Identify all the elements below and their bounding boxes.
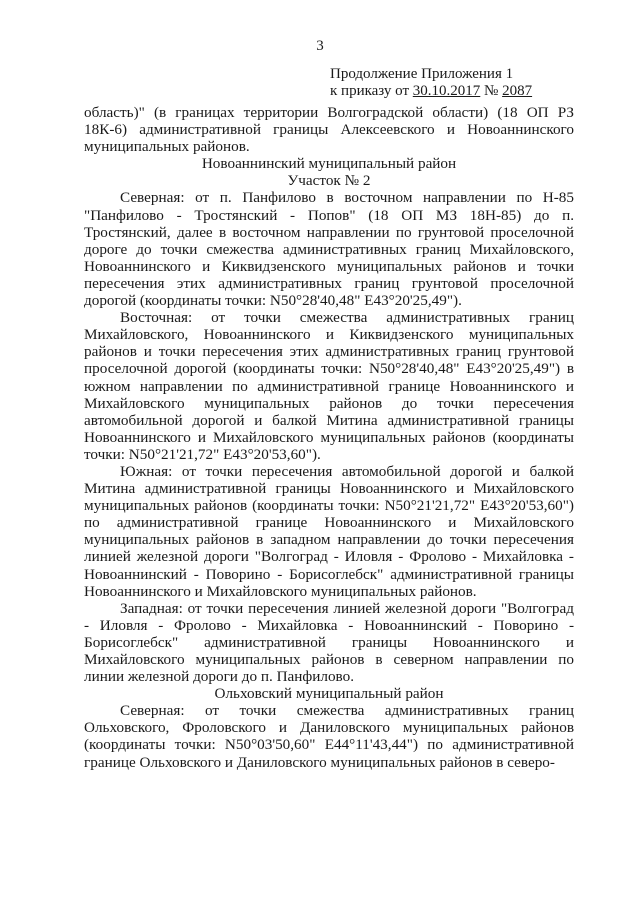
page-number: 3 xyxy=(316,38,324,54)
north-boundary-paragraph-olkhovsky: Северная: от точки смежества административных границ Ольховского, Фроловского и Даниловского муниципальных районов (координаты точки: N50°03'50,60" E44°11'43,44") по административной границе Ольховского и Даниловского муниципальных районов в северо- xyxy=(84,702,574,771)
appendix-header xyxy=(330,66,600,100)
north-boundary-paragraph: Северная: от п. Панфилово в восточном направлении по Н-85 "Панфилово - Тростянский - Попов" (18 ОП МЗ 18Н-85) до п. Тростянский, далее в восточном направлении по грунтовой проселочной дороге до точки смежества административных границ Михайловского, Новоаннинского и Киквидзенского муниципальных районов и точки пересечения этих административных границ грунтовой проселочной дорогой (координаты точки: N50°28'40,48" E43°20'25,49"). xyxy=(84,189,574,310)
order-reference xyxy=(330,83,600,100)
intro-paragraph: область)" (в границах территории Волгоградской области) (18 ОП РЗ 18К-6) административной границы Алексеевского и Новоаннинского муниципальных районов. xyxy=(84,104,574,156)
east-boundary-paragraph: Восточная: от точки смежества административных границ Михайловского, Новоаннинского и Киквидзенского муниципальных районов и точки пересечения этих административных границ грунтовой проселочной дорогой (координаты точки: N50°28'40,48" E43°20'25,49") в южном направлении по административной границе Новоаннинского и Михайловского муниципальных районов до точки пересечения автомобильной дорогой и балкой Митина административной границы Новоаннинского и Михайловского муниципальных районов (координаты точки: N50°21'21,72" E43°20'53,60"). xyxy=(84,309,574,463)
order-number-sign: № xyxy=(480,83,503,99)
south-boundary-paragraph: Южная: от точки пересечения автомобильной дорогой и балкой Митина административной границы Новоаннинского и Михайловского муниципальных районов (координаты точки: N50°21'21,72" E43°20'53,60") по административной границе Новоаннинского и Михайловского муниципальных районов в западном направлении до точки пересечения линией железной дороги "Волгоград - Иловля - Фролово - Михайловка - Новоаннинский - Поворино - Борисоглебск" административной границы Новоаннинского и Михайловского муниципальных районов. xyxy=(84,462,574,600)
order-prefix: к приказу от xyxy=(330,83,413,99)
order-number: 2087 xyxy=(502,83,533,99)
district-heading-olkhovsky: Ольховский муниципальный район xyxy=(214,685,444,703)
sector-heading: Участок № 2 xyxy=(287,172,371,190)
west-boundary-paragraph: Западная: от точки пересечения линией железной дороги "Волгоград - Иловля - Фролово - Михайловка - Новоаннинский - Поворино - Борисоглебск" административной границы Новоаннинского и Михайловского муниципальных районов в северном направлении по линии железной дороги до п. Панфилово. xyxy=(84,599,574,686)
order-date: 30.10.2017 xyxy=(412,83,481,99)
document-body xyxy=(84,104,574,771)
district-heading-novoanninsky: Новоаннинский муниципальный район xyxy=(201,155,457,173)
appendix-continuation: Продолжение Приложения 1 xyxy=(330,66,514,82)
